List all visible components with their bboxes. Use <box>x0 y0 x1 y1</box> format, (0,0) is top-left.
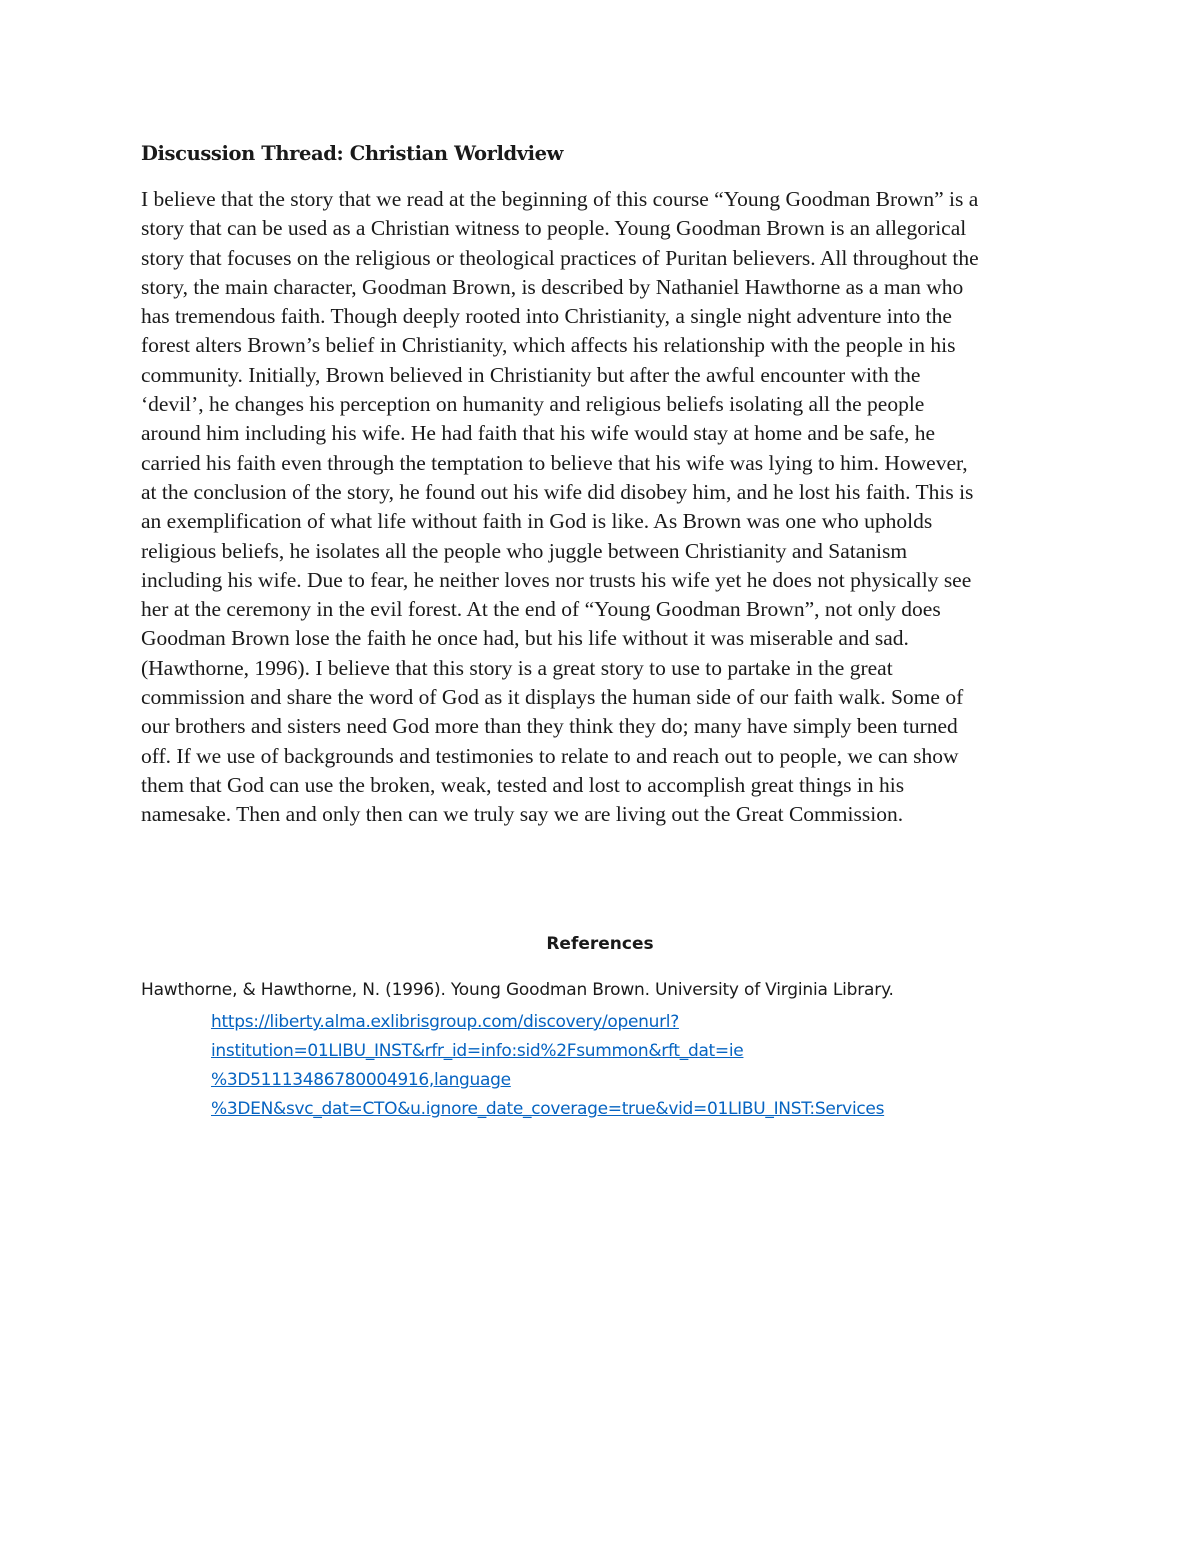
body-line: (Hawthorne, 1996). I believe that this story is a great story to use to partake in the great <box>141 655 893 680</box>
body-line: Goodman Brown lose the faith he once had, but his life without it was miserable and sad. <box>141 626 909 651</box>
body-line: ‘devil’, he changes his perception on humanity and religious beliefs isolating all the people <box>141 392 925 417</box>
body-line: story that can be used as a Christian witness to people. Young Goodman Brown is an allegorical <box>141 216 967 241</box>
body-line: commission and share the word of God as it displays the human side of our faith walk. Some of <box>141 685 964 710</box>
reference-link[interactable] <box>211 1008 884 1124</box>
body-line: around him including his wife. He had faith that his wife would stay at home and be safe, he <box>141 421 936 446</box>
body-line: story that focuses on the religious or theological practices of Puritan believers. All throughout the <box>141 245 979 270</box>
body-line: forest alters Brown’s belief in Christianity, which affects his relationship with the people in his <box>141 333 956 358</box>
body-line: including his wife. Due to fear, he neither loves nor trusts his wife yet he does not physically see <box>141 567 972 592</box>
body-line: an exemplification of what life without faith in God is like. As Brown was one who upholds <box>141 509 933 534</box>
reference-entry: Hawthorne, & Hawthorne, N. (1996). Young Goodman Brown. University of Virginia Library. <box>141 980 894 1000</box>
body-line: them that God can use the broken, weak, tested and lost to accomplish great things in his <box>141 772 905 797</box>
reference-link-line[interactable]: %3DEN&svc_dat=CTO&u.ignore_date_coverage=true&vid=01LIBU_INST:Services <box>211 1099 885 1119</box>
body-line: story, the main character, Goodman Brown, is described by Nathaniel Hawthorne as a man who <box>141 274 964 299</box>
body-line: I believe that the story that we read at the beginning of this course “Young Goodman Brown” is a <box>141 187 979 211</box>
reference-link-line[interactable]: %3D51113486780004916,language <box>211 1070 511 1090</box>
reference-link-line[interactable]: institution=01LIBU_INST&rfr_id=info:sid%2Fsummon&rft_dat=ie <box>211 1041 744 1061</box>
body-line: our brothers and sisters need God more than they think they do; many have simply been turned <box>141 714 958 739</box>
reference-link-line[interactable]: https://liberty.alma.exlibrisgroup.com/discovery/openurl? <box>211 1012 679 1032</box>
body-line: community. Initially, Brown believed in Christianity but after the awful encounter with the <box>141 362 921 387</box>
document-title: Discussion Thread: Christian Worldview <box>141 142 564 165</box>
body-line: carried his faith even through the temptation to believe that his wife was lying to him. However, <box>141 450 968 475</box>
body-paragraph <box>141 185 1071 830</box>
references-heading: References <box>546 934 654 954</box>
body-line: at the conclusion of the story, he found out his wife did disobey him, and he lost his faith. This is <box>141 479 974 504</box>
body-line: off. If we use of backgrounds and testimonies to relate to and reach out to people, we can show <box>141 743 959 768</box>
body-line: has tremendous faith. Though deeply rooted into Christianity, a single night adventure into the <box>141 304 952 329</box>
body-line: namesake. Then and only then can we truly say we are living out the Great Commission. <box>141 802 904 827</box>
body-line: religious beliefs, he isolates all the people who juggle between Christianity and Satanism <box>141 538 908 563</box>
body-line: her at the ceremony in the evil forest. At the end of “Young Goodman Brown”, not only does <box>141 597 941 622</box>
